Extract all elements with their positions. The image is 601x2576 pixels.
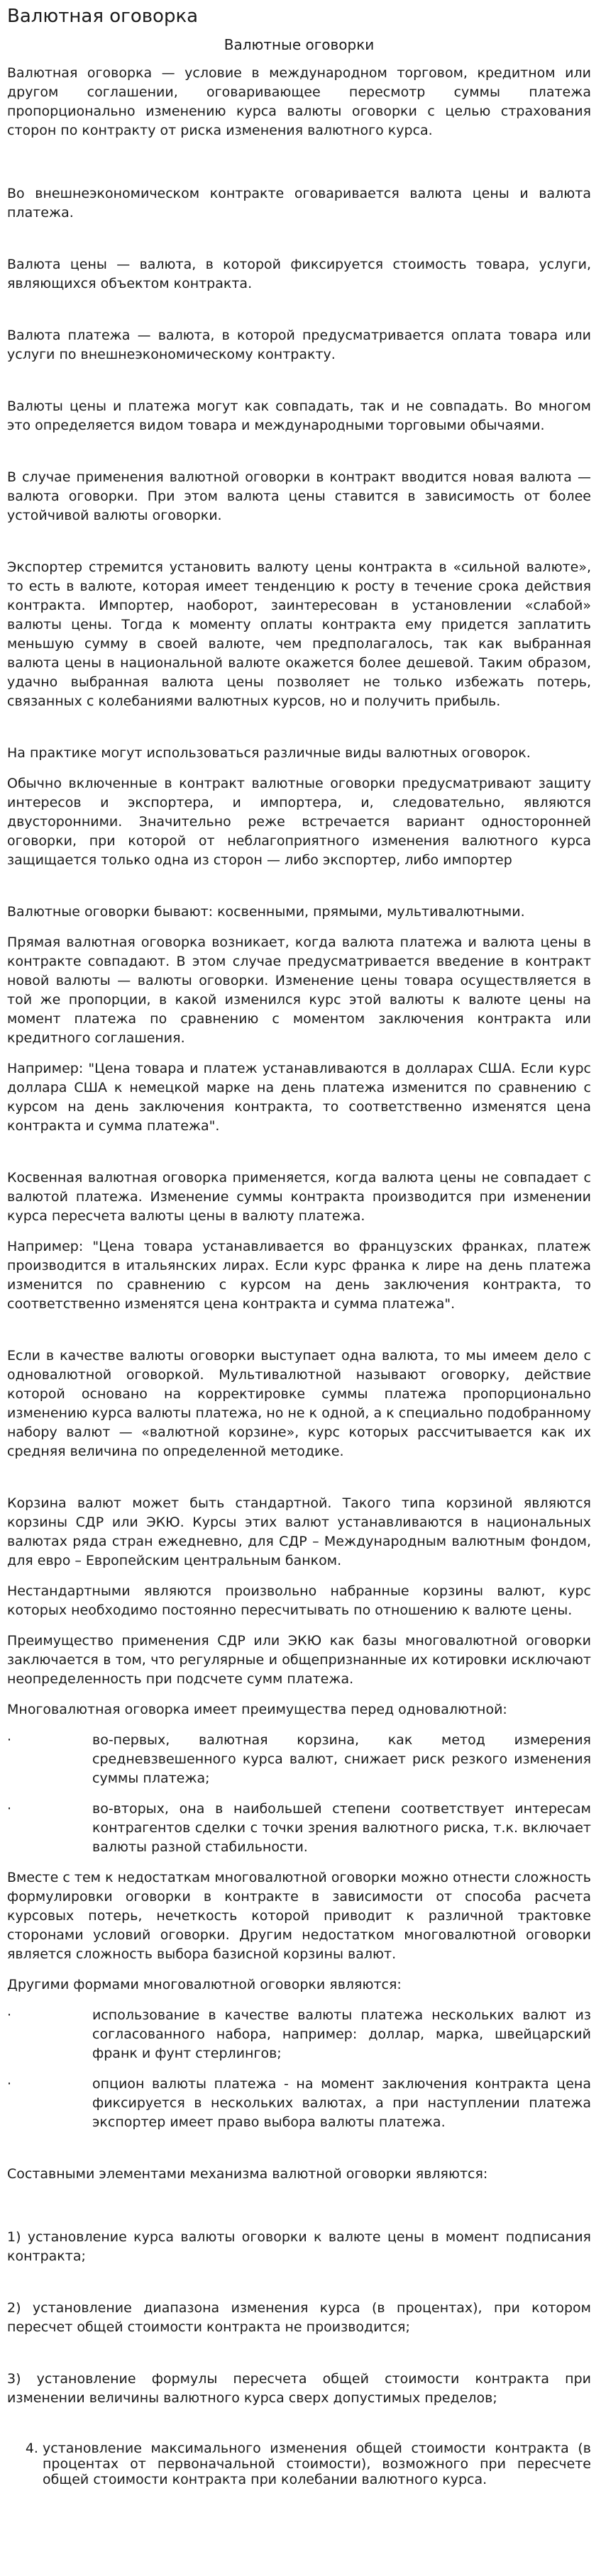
paragraph: Составными элементами механизма валютной оговорки являются: [7, 2166, 488, 2182]
list-item-text: опцион валюты платежа - на момент заключения контракта цена фиксируется в нескольких валютах, а при наступлении платежа экспортер имеет право выбора валюты платежа. [92, 2076, 591, 2130]
section-subtitle: Валютные оговорки [224, 36, 375, 53]
paragraph: На практике могут использоваться различные виды валютных оговорок. [7, 745, 531, 761]
paragraph: В случае применения валютной оговорки в контракт вводится новая валюта — валюта оговорки. При этом валюта цены ставится в зависимость от более устойчивой валюты оговорки. [7, 469, 591, 523]
numbered-item: 1) установление курса валюты оговорки к валюте цены в момент подписания контракта; [7, 2229, 591, 2264]
paragraph: Валюта цены — валюта, в которой фиксируется стоимость товара, услуги, являющихся объектом контракта. [7, 257, 591, 291]
list-item [7, 2006, 591, 2063]
numbered-list [7, 2441, 591, 2487]
numbered-item: 4. установление максимального изменения общей стоимости контракта (в процентах от первоначальной стоимости), возможного при пересчете общей стоимости контракта при колебании валютного курса. [43, 2441, 591, 2487]
paragraph: Вместе с тем к недостаткам многовалютной оговорки можно отнести сложность формулировки оговорки в контракте в зависимости от способа расчета курсовых потерь, нечеткость которой приводит к различной трактовке сторонами условий оговорки. Другим недостатком многовалютной оговорки является сложность выбора базисной корзины валют. [7, 1870, 591, 1962]
paragraph: Во внешнеэкономическом контракте оговаривается валюта цены и валюта платежа. [7, 186, 591, 221]
bullet-marker: · [7, 2007, 12, 2023]
list-item [7, 1731, 591, 1788]
paragraph: Корзина валют может быть стандартной. Такого типа корзиной являются корзины СДР или ЭКЮ. Курсы этих валют устанавливаются в национальных валютах ряда стран ежедневно, для СДР – Международным валютным фондом, для евро – Европейским центральным банком. [7, 1495, 591, 1568]
paragraph: Валюта платежа — валюта, в которой предусматривается оплата товара или услуги по внешнеэкономическому контракту. [7, 328, 591, 362]
paragraph: Валютные оговорки бывают: косвенными, прямыми, мультивалютными. [7, 904, 525, 920]
paragraph: Преимущество применения СДР или ЭКЮ как базы многовалютной оговорки заключается в том, что регулярные и общепризнанные их котировки исключают неопределенность при подсчете сумм платежа. [7, 1633, 591, 1687]
paragraph: Многовалютная оговорка имеет преимущества перед одновалютной: [7, 1702, 507, 1717]
paragraph: Если в качестве валюты оговорки выступает одна валюта, то мы имеем дело с одновалютной оговоркой. Мультивалютной называют оговорку, действие которой основано на корректировке суммы платежа пропорционально изменению курса валюты платежа, но не к одной, а к специально подобранному набору валют — «валютной корзине», курс которых рассчитывается как их средняя величина по определенной методике. [7, 1348, 591, 1459]
list-item-text: во-первых, валютная корзина, как метод измерения средневзвешенного курса валют, снижает риск резкого изменения суммы платежа; [92, 1732, 591, 1786]
paragraph: Например: "Цена товара и платеж устанавливаются в долларах США. Если курс доллара США к немецкой марке на день платежа изменится по сравнению с курсом на день заключения контракта, то соответственно изменятся цена контракта и сумма платежа". [7, 1061, 591, 1134]
paragraph: Валютная оговорка — условие в международном торговом, кредитном или другом соглашении, оговаривающее пересмотр суммы платежа пропорционально изменению курса валюты оговорки с целью страхования сторон по контракту от риска изменения валютного курса. [7, 65, 591, 138]
paragraph: Например: "Цена товара устанавливается во французских франках, платеж производится в итальянских лирах. Если курс франка к лире на день платежа изменится по сравнению с курсом на день заключения контракта, то соответственно изменятся цена контракта и сумма платежа". [7, 1239, 591, 1312]
bullet-marker: · [7, 2076, 12, 2092]
list-item [7, 1800, 591, 1857]
paragraph: Экспортер стремится установить валюту цены контракта в «сильной валюте», то есть в валюте, которая имеет тенденцию к росту в течение срока действия контракта. Импортер, наоборот, заинтересован в установлении «слабой» валюты цены. Тогда к моменту оплаты контракта ему придется заплатить меньшую сумму в своей валюте, чем предполагалось, так как выбранная валюта цены в национальной валюте окажется более дешевой. Таким образом, удачно выбранная валюта цены позволяет не только избежать потерь, связанных с колебаниями валютных курсов, но и получить прибыль. [7, 559, 591, 709]
bullet-marker: · [7, 1801, 12, 1817]
paragraph: Нестандартными являются произвольно набранные корзины валют, курс которых необходимо постоянно пересчитывать по отношению к валюте цены. [7, 1583, 591, 1618]
list-item-text: во-вторых, она в наибольшей степени соответствует интересам контрагентов сделки с точки зрения валютного риска, т.к. включает валюты разной стабильности. [92, 1801, 591, 1855]
paragraph: Другими формами многовалютной оговорки являются: [7, 1977, 402, 1992]
list-item [7, 2075, 591, 2132]
numbered-item: 2) установление диапазона изменения курса (в процентах), при котором пересчет общей стоимости контракта не производится; [7, 2300, 591, 2335]
numbered-item: 3) установление формулы пересчета общей стоимости контракта при изменении величины валютного курса сверх допустимых пределов; [7, 2371, 591, 2406]
paragraph: Обычно включенные в контракт валютные оговорки предусматривают защиту интересов и экспортера, и импортера, и, следовательно, являются двусторонними. Значительно реже встречается вариант односторонней оговорки, при которой от неблагоприятного изменения валютного курса защищается только одна из сторон — либо экспортер, либо импортер [7, 776, 591, 868]
list-item-text: использование в качестве валюты платежа нескольких валют из согласованного набора, например: доллар, марка, швейцарский франк и фунт стерлингов; [92, 2007, 591, 2061]
paragraph: Валюты цены и платежа могут как совпадать, так и не совпадать. Во многом это определяется видом товара и международными торговыми обычаями. [7, 398, 591, 433]
page-title: Валютная оговорка [7, 6, 199, 27]
paragraph: Косвенная валютная оговорка применяется, когда валюта цены не совпадает с валютой платежа. Изменение суммы контракта производится при изменении курса пересчета валюты цены в валюту платежа. [7, 1170, 591, 1224]
document-page [0, 4, 601, 2497]
bullet-marker: · [7, 1732, 12, 1748]
paragraph: Прямая валютная оговорка возникает, когда валюта платежа и валюта цены в контракте совпадают. В этом случае предусматривается введение в контракт новой валюты — валюты оговорки. Изменение цены товара осуществляется в той же пропорции, в какой изменился курс этой валюты к валюте цены на момент платежа по сравнению с моментом заключения контракта или кредитного соглашения. [7, 935, 591, 1046]
